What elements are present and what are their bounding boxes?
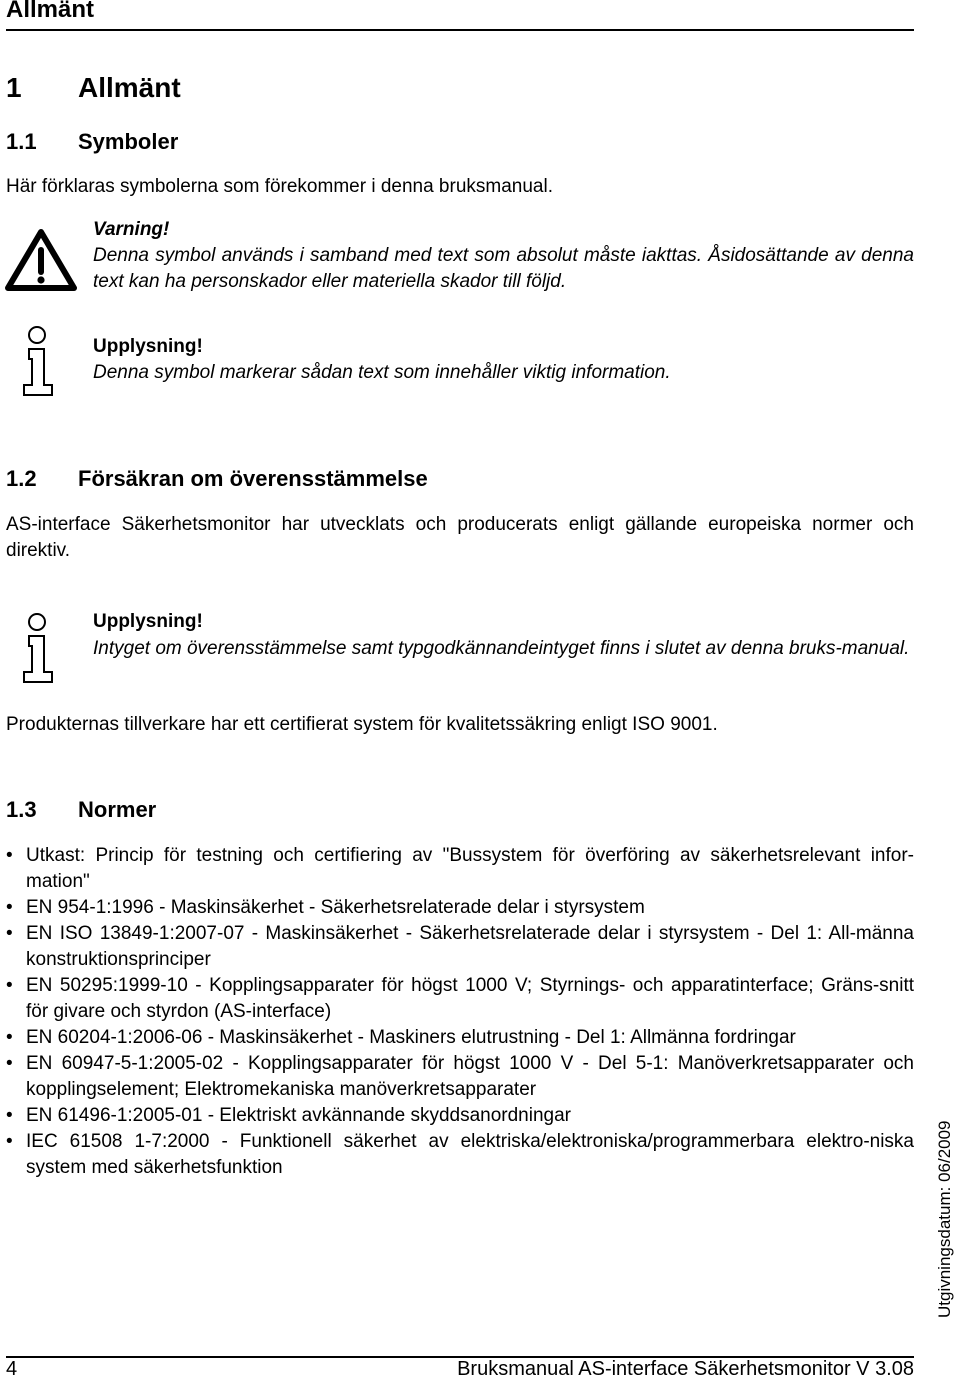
- iso-paragraph: Produkternas tillverkare har ett certifierat system för kvalitetssäkring enligt ISO 9001.: [6, 714, 718, 735]
- info-icon: [16, 612, 60, 684]
- list-item: • EN 954-1:1996 - Maskinsäkerhet - Säkerhetsrelaterade delar i styrsystem: [6, 895, 914, 921]
- page-number: 4: [6, 1358, 18, 1380]
- list-item: • IEC 61508 1-7:2000 - Funktionell säkerhet av elektriska/elektroniska/programmerbara elektro-niska system med säkerhetsfunktion: [6, 1129, 914, 1181]
- conformity-paragraph: AS-interface Säkerhetsmonitor har utvecklats och producerats enligt gällande europeiska normer och direktiv.: [6, 514, 914, 561]
- info-text: Intyget om överensstämmelse samt typgodkännandeintyget finns i slutet av denna bruks-manual.: [93, 638, 910, 659]
- running-header: Allmänt: [6, 0, 95, 23]
- warning-text: Denna symbol används i samband med text som absolut måste iakttas. Åsidosättande av denna text kan ha personskador eller materiella skador till följd.: [93, 245, 914, 292]
- info-icon: [16, 325, 60, 397]
- standards-list: [6, 843, 914, 1181]
- info-title: Upplysning!: [93, 336, 203, 357]
- info-text: Denna symbol markerar sådan text som innehåller viktig information.: [93, 362, 671, 383]
- section-heading-symboler: [6, 129, 178, 155]
- chapter-number: 1: [6, 72, 22, 103]
- section-heading-normer: [6, 797, 156, 823]
- symbols-intro: Här förklaras symbolerna som förekommer i denna bruksmanual.: [6, 176, 553, 197]
- section-number: 1.3: [6, 797, 37, 822]
- warning-triangle-icon: [5, 228, 77, 292]
- header-rule: [6, 29, 914, 31]
- list-item: • EN 50295:1999-10 - Kopplingsapparater för högst 1000 V; Styrnings- och apparatinterface; Gräns-snitt för givare och styrdon (AS-interface): [6, 973, 914, 1025]
- chapter-title: Allmänt: [78, 72, 181, 103]
- section-title: Försäkran om överensstämmelse: [78, 466, 428, 491]
- list-item: • EN 60947-5-1:2005-02 - Kopplingsapparater för högst 1000 V - Del 5-1: Manöverkretsapparater och kopplingselement; Elektromekaniska manöverkretsapparater: [6, 1051, 914, 1103]
- list-item: • EN ISO 13849-1:2007-07 - Maskinsäkerhet - Säkerhetsrelaterade delar i styrsystem - Del 1: All-männa konstruktionsprinciper: [6, 921, 914, 973]
- publication-date: Utgivningsdatum: 06/2009: [935, 1120, 954, 1318]
- info-title: Upplysning!: [93, 611, 203, 632]
- list-item: • EN 61496-1:2005-01 - Elektriskt avkännande skyddsanordningar: [6, 1103, 914, 1129]
- warning-title: Varning!: [93, 219, 170, 240]
- list-item: • Utkast: Princip för testning och certifiering av "Bussystem för överföring av säkerhetsrelevant infor-mation": [6, 843, 914, 895]
- section-title: Symboler: [78, 129, 179, 154]
- list-item: • EN 60204-1:2006-06 - Maskinsäkerhet - Maskiners elutrustning - Del 1: Allmänna fordringar: [6, 1025, 914, 1051]
- section-heading-forsakran: [6, 466, 428, 492]
- section-number: 1.2: [6, 466, 37, 491]
- section-title: Normer: [78, 797, 157, 822]
- footer-document-title: Bruksmanual AS-interface Säkerhetsmonitor V 3.08: [457, 1358, 914, 1380]
- chapter-heading: [6, 72, 181, 104]
- section-number: 1.1: [6, 129, 37, 154]
